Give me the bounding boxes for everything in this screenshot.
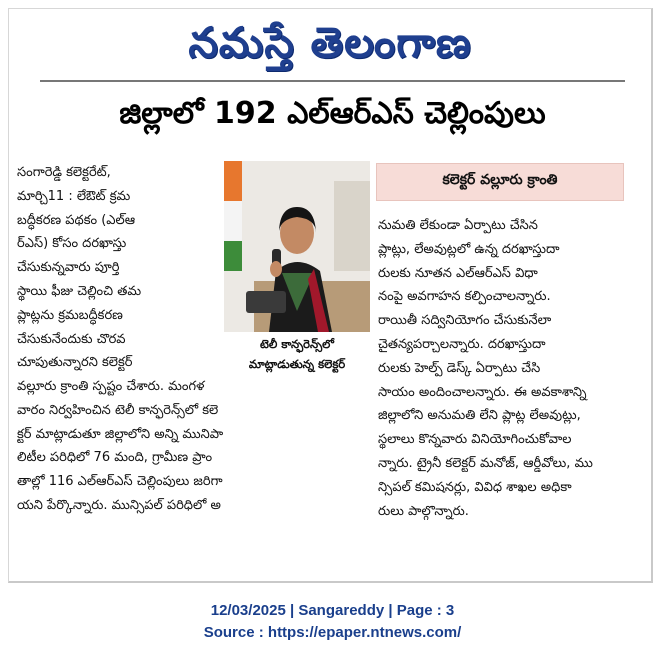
text-line: నంపై అవగాహన కల్పించాలన్నారు. [378,289,551,305]
text-line: సాయం అందించాలన్నారు. ఈ అవకాశాన్ని [378,384,587,400]
text-line: చూపుతున్నారని కలెక్టర్ [17,355,133,371]
text-line: క్టర్ మాట్లాడుతూ జిల్లాలోని అన్ని మునిపా [17,426,224,442]
collector-photo [224,161,370,332]
text-line: జిల్లాలోని అనుమతి లేని ప్లాట్ల లేఅవుట్లు, [378,408,581,424]
text-line: వారం నిర్వహించిన టెలీ కాన్ఫరెన్స్‌లో కలె [17,402,219,418]
caption-line: మాట్లాడుతున్న కలెక్టర్ [248,357,346,371]
text-line: స్థాయి ఫీజు చెల్లించి తమ [17,283,142,299]
text-line: ర్‌ఎస్) కోసం దరఖాస్తు [17,236,127,252]
photo-caption [224,334,370,374]
caption-line: టెలీ కాన్ఫరెన్స్‌లో [260,337,334,351]
text-line: నుమతి లేకుండా ఏర్పాటు చేసిన [378,218,538,233]
newspaper-masthead: నమస్తే తెలంగాణ [188,18,472,67]
footer-date-line: 12/03/2025 | Sangareddy | Page : 3 [210,602,455,619]
text-line: రులకు నూతన ఎల్‌ఆర్‌ఎస్ విధా [378,265,538,281]
text-line: చేసుకునేందుకు చొరవ [17,331,126,347]
text-line: రులు పాల్గొన్నారు. [378,503,469,519]
byline-box [376,163,624,201]
masthead-divider [40,80,625,82]
text-line: ప్లాట్లను క్రమబద్ధీకరణ [17,307,123,323]
text-line: తాల్లో 116 ఎల్‌ఆర్‌ఎస్ చెల్లింపులు జరిగా [17,474,223,490]
text-line: మార్చి11 : లేఔట్ క్రమ [17,188,131,204]
text-line: వల్లూరు క్రాంతి స్పష్టం చేశారు. మంగళ [17,379,205,394]
article-left-column [17,161,218,375]
text-line: న్సిపల్ కమిషనర్లు, వివిధ శాఖల అధికా [378,479,572,495]
collector-photo-illustration [224,161,370,332]
text-line: న్నారు. ట్రైనీ కలెక్టర్ మనోజ్, ఆర్డీవోలు, ము [378,455,593,471]
text-line: రాయితీ సద్వినియోగం చేసుకునేలా [378,313,552,329]
article-left-column-wide [17,375,372,518]
text-line: సంగారెడ్డి కలెక్టరేట్, [17,165,111,180]
text-line: యని పేర్కొన్నారు. మున్సిపల్ పరిధిలో అ [17,497,221,513]
text-line: లిటీల పరిధిలో 76 మంది, గ్రామీణ ప్రాం [17,450,213,466]
text-line: స్థలాలు కొన్నవారు వినియోగించుకోవాల [378,432,572,448]
text-line: చైతన్యపర్చాలన్నారు. దరఖాస్తుదా [378,336,546,352]
footer-source-link[interactable]: Source : https://epaper.ntnews.com/ [203,624,462,641]
byline-text: కలెక్టర్ వల్లూరు క్రాంతి [442,172,558,188]
article-headline: జిల్లాలో 192 ఎల్‌ఆర్‌ఎస్ చెల్లింపులు [119,96,546,131]
text-line: రులకు హెల్ప్ డెస్క్ ఏర్పాటు చేసి [378,360,541,376]
text-line: బద్ధీకరణ పథకం (ఎల్‌ఆ [17,212,136,228]
article-right-column [378,214,638,523]
text-line: చేసుకున్నవారు పూర్తి [17,260,120,276]
text-line: ప్లాట్లు, లేఅవుట్లలో ఉన్న దరఖాస్తుదా [378,241,560,257]
